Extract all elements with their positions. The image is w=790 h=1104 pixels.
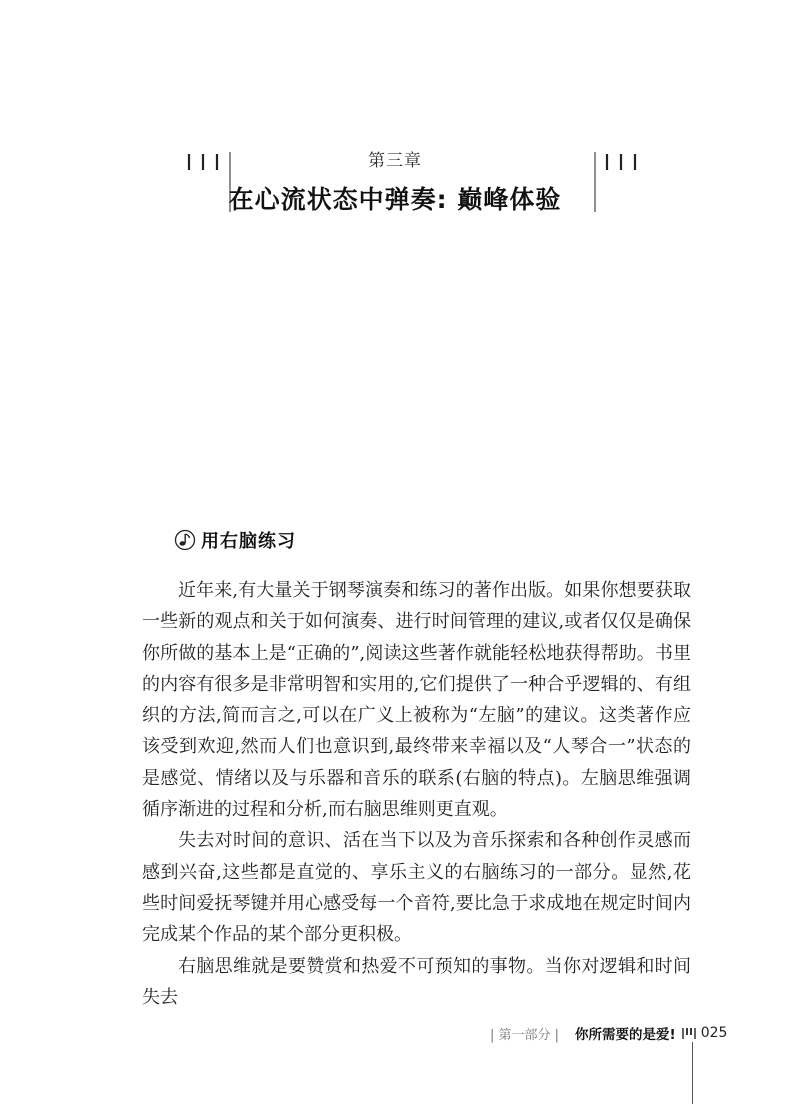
body-text xyxy=(142,575,691,1013)
section-title: 用右脑练习 xyxy=(201,531,296,552)
part-label: | 第一部分 | xyxy=(490,1027,560,1043)
paragraph: 失去对时间的意识、活在当下以及为音乐探索和各种创作灵感而感到兴奋,这些都是直觉的、享乐主义的右脑练习的一部分。显然,花些时间爱抚琴键并用心感受每一个音符,要比急于求成地在规定时间内完成某个作品的某个部分更积极。 xyxy=(142,830,691,946)
paragraph: 右脑思维就是要赞赏和热爱不可预知的事物。当你对逻辑和时间失去 xyxy=(142,955,691,1008)
paragraph: 近年来,有大量关于钢琴演奏和练习的著作出版。如果你想要获取一些新的观点和关于如何演奏、进行时间管理的建议,或者仅仅是确保你所做的基本上是“正确的”,阅读这些著作就能轻松地获得帮助。书里的内容有很多是非常明智和实用的,它们提供了一种合乎逻辑的、有组织的方法,简而言之,可以在广义上被称为“左脑”的建议。这类著作应该受到欢迎,然而人们也意识到,最终带来幸福以及“人琴合一”状态的是感觉、情绪以及与乐器和音乐的联系(右脑的特点)。左脑思维强调循序渐进的过程和分析,而右脑思维则更直观。 xyxy=(142,580,691,821)
page-edge-divider xyxy=(692,1042,693,1104)
piano-keys-icon xyxy=(681,1025,697,1041)
page-number: 025 xyxy=(700,1025,728,1041)
music-note-icon xyxy=(174,529,196,551)
chapter-number: 第三章 xyxy=(368,151,422,171)
section-heading xyxy=(174,527,296,553)
chapter-title: 在心流状态中弹奏: 巅峰体验 xyxy=(228,185,562,214)
book-title: 你所需要的是爱! xyxy=(575,1027,676,1043)
